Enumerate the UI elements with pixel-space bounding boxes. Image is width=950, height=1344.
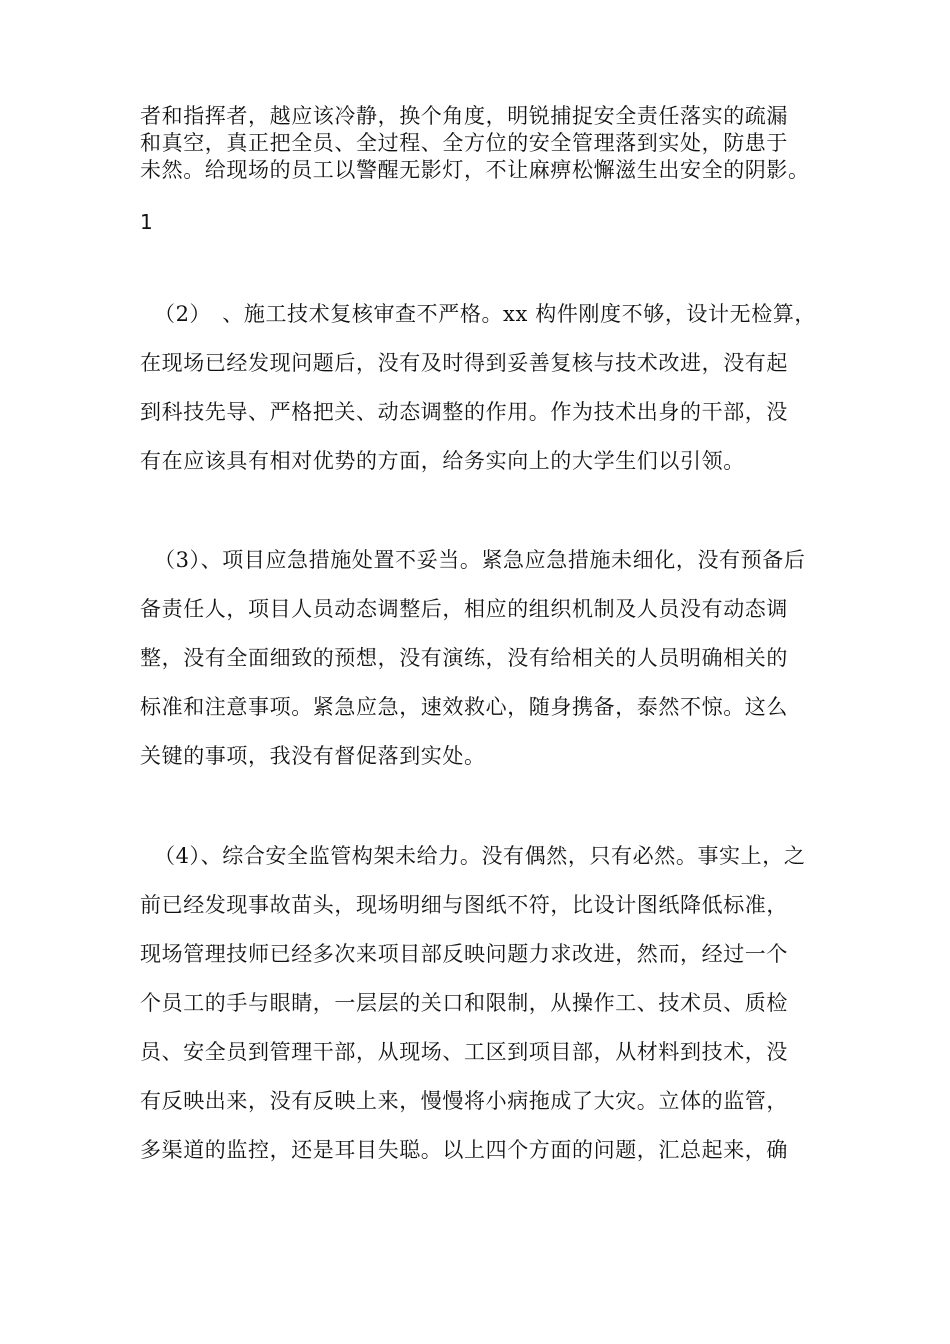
text-line: 标准和注意事项。紧急应急，速效救心，随身携备，泰然不惊。这么 [140,695,788,719]
text-line: 有在应该具有相对优势的方面，给务实向上的大学生们以引领。 [140,449,745,473]
text-line: 多渠道的监控，还是耳目失聪。以上四个方面的问题，汇总起来，确 [140,1138,788,1162]
paragraph-2-technical-review [140,290,820,486]
text-line: 前已经发现事故苗头，现场明细与图纸不符，比设计图纸降低标准， [140,893,788,917]
text-line: 未然。给现场的员工以警醒无影灯，不让麻痹松懈滋生出安全的阴影。 [140,158,810,182]
text-line: 到科技先导、严格把关、动态调整的作用。作为技术出身的干部，没 [140,400,788,424]
paragraph-4-safety-supervision [140,832,820,1175]
text-line: 整，没有全面细致的预想，没有演练，没有给相关的人员明确相关的 [140,646,788,670]
text-line: 关键的事项，我没有督促落到实处。 [140,744,486,768]
text-line: 个员工的手与眼睛，一层层的关口和限制，从操作工、技术员、质检 [140,991,788,1015]
text-line: 备责任人，项目人员动态调整后，相应的组织机制及人员没有动态调 [140,597,788,621]
text-line: 和真空，真正把全员、全过程、全方位的安全管理落到实处，防患于 [140,131,788,155]
text-line: （2） 、施工技术复核审查不严格。xx 构件刚度不够，设计无检算， [154,302,817,326]
intro-paragraph [140,103,820,184]
text-line: 者和指挥者，越应该冷静，换个角度，明锐捕捉安全责任落实的疏漏 [140,104,788,128]
page-number: 1 [140,210,153,234]
text-line: 有反映出来，没有反映上来，慢慢将小病拖成了大灾。立体的监管， [140,1089,788,1113]
text-line: 现场管理技师已经多次来项目部反映问题力求改进，然而，经过一个 [140,942,788,966]
text-line: 在现场已经发现问题后，没有及时得到妥善复核与技术改进，没有起 [140,351,788,375]
paragraph-3-emergency-measures [140,536,820,781]
text-line: （3）、项目应急措施处置不妥当。紧急应急措施未细化，没有预备后 [154,548,806,572]
text-line: 员、安全员到管理干部，从现场、工区到项目部，从材料到技术，没 [140,1040,788,1064]
text-line: （4）、综合安全监管构架未给力。没有偶然，只有必然。事实上，之 [154,844,806,868]
